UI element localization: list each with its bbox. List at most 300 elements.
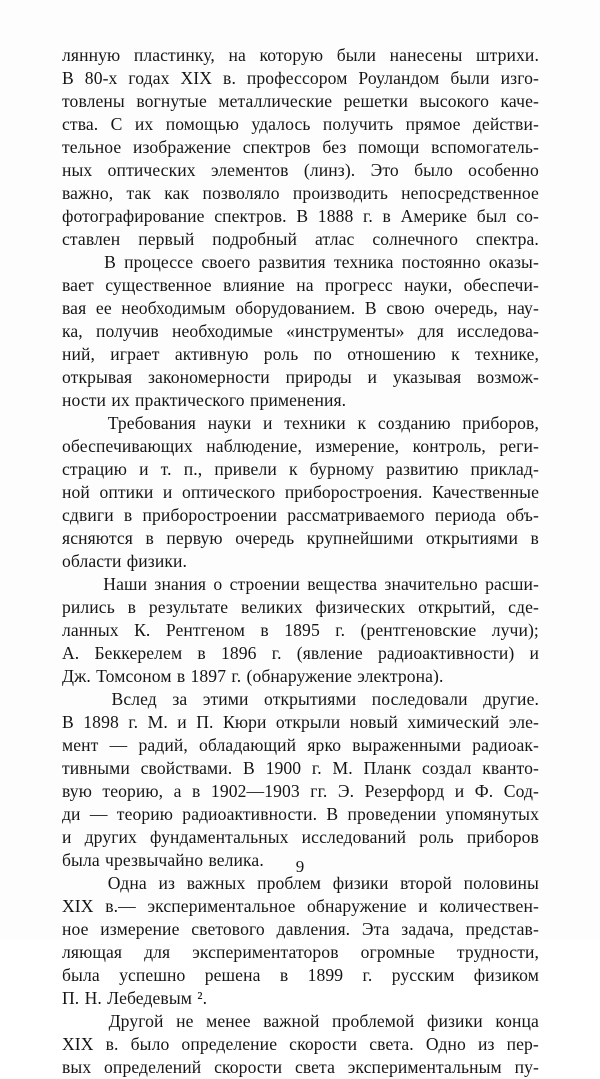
word: Качественные <box>432 482 539 502</box>
word: нанесены <box>389 45 463 65</box>
word: открывая <box>62 367 133 387</box>
word: экспериментальное <box>147 896 296 916</box>
word: проблемой <box>332 1011 415 1031</box>
word: определений <box>104 1057 202 1077</box>
word: открыли <box>275 712 341 732</box>
word: (обнаружение <box>246 666 353 686</box>
word: задача, <box>401 919 454 939</box>
word: химический <box>407 712 500 732</box>
word: не <box>176 1011 194 1031</box>
paragraph-indent <box>62 251 96 274</box>
word: В <box>326 804 339 824</box>
text-line <box>62 136 539 159</box>
word: обладающий <box>199 735 297 755</box>
word: вых <box>62 1057 92 1077</box>
word: в.— <box>105 896 136 916</box>
word: важно, <box>62 183 114 203</box>
word: их <box>134 114 154 134</box>
paragraph <box>62 412 539 573</box>
word: В <box>104 252 116 272</box>
word: необходимые <box>172 321 273 341</box>
word: а <box>173 781 182 801</box>
word: пу- <box>514 1057 539 1077</box>
word: действи- <box>472 114 539 134</box>
text-line <box>62 1010 539 1033</box>
word: Н. <box>84 988 102 1008</box>
word: позволяло <box>202 183 280 203</box>
word: радиоактивности) <box>377 643 515 663</box>
word: бурному <box>309 459 375 479</box>
word: последовали <box>371 689 468 709</box>
word: в <box>145 528 154 548</box>
word: теорию <box>116 804 174 824</box>
word: тельное <box>62 137 122 157</box>
paragraph-indent <box>62 688 96 711</box>
text-line <box>62 688 539 711</box>
word: в <box>260 620 269 640</box>
word: выраженными <box>352 735 462 755</box>
text-line <box>62 435 539 458</box>
word: менее <box>206 1011 251 1031</box>
word: была <box>62 850 100 870</box>
text-line <box>62 964 539 987</box>
word: первый <box>138 229 195 249</box>
word: в <box>192 781 201 801</box>
word: и <box>529 643 539 663</box>
text-line <box>62 343 539 366</box>
word: новый <box>349 712 398 732</box>
word: был <box>476 206 507 226</box>
text-line <box>62 918 539 941</box>
word: открытий, <box>418 597 496 617</box>
word: г. <box>335 620 346 640</box>
text-line <box>62 320 539 343</box>
word: к <box>288 459 298 479</box>
word: мент <box>62 735 99 755</box>
word: было <box>130 1034 170 1054</box>
word: наблюдение, <box>206 436 302 456</box>
word: указывая <box>392 367 462 387</box>
word: помощи <box>358 137 420 157</box>
word: помощью <box>165 114 239 134</box>
word: в <box>127 597 137 617</box>
word: солнечного <box>372 229 458 249</box>
word: высокого <box>419 91 490 111</box>
word: была <box>62 965 100 985</box>
word: оптического <box>181 482 276 502</box>
word: ка, <box>62 321 83 341</box>
word: кванто- <box>482 758 539 778</box>
word: за <box>172 689 188 709</box>
word: Лебедевым <box>107 988 192 1008</box>
text-line <box>62 412 539 435</box>
word: других <box>84 827 137 847</box>
word: первую <box>166 528 223 548</box>
paragraph-indent <box>62 573 96 596</box>
word: света. <box>369 1034 414 1054</box>
word: ясняются <box>62 528 133 548</box>
word: (рентгеновские <box>360 620 477 640</box>
text-line <box>62 366 539 389</box>
paragraph <box>62 872 539 1010</box>
word: экспериментаторов <box>192 942 339 962</box>
word: важных <box>186 873 246 893</box>
word: спектров <box>242 137 311 157</box>
word: на <box>296 275 314 295</box>
word: Рентгеном <box>165 620 245 640</box>
word: применения. <box>249 390 347 410</box>
word: В <box>296 206 309 226</box>
word: 1897 <box>190 666 227 686</box>
paragraph <box>62 573 539 688</box>
word: из <box>158 873 176 893</box>
word: и <box>139 459 149 479</box>
text-line <box>62 550 539 573</box>
word: приборостроения. <box>284 482 423 502</box>
word: Планк <box>363 758 412 778</box>
word: контроль, <box>412 436 486 456</box>
word: в <box>176 666 186 686</box>
word: необходимым <box>121 298 226 318</box>
word: этими <box>202 689 249 709</box>
text-line <box>62 711 539 734</box>
word: г. <box>363 206 373 226</box>
word: радиоак- <box>472 735 539 755</box>
word: науки <box>207 413 252 433</box>
word: «инструменты» <box>286 321 405 341</box>
word: ланных <box>62 620 119 640</box>
word: их <box>111 390 130 410</box>
word: непосредственное <box>401 183 539 203</box>
word: Вслед <box>111 689 157 709</box>
word: Это <box>370 160 399 180</box>
word: строении <box>229 574 300 594</box>
text-line <box>62 757 539 780</box>
word: объ- <box>506 505 539 525</box>
word: в <box>382 206 391 226</box>
word: XIX <box>62 1034 94 1054</box>
word: количествен- <box>439 896 539 916</box>
word: г. <box>311 758 322 778</box>
word: постоянно <box>401 252 481 272</box>
word: П. <box>196 712 214 732</box>
word: сде- <box>508 597 539 617</box>
word: физики. <box>126 551 188 571</box>
word: области <box>62 551 122 571</box>
text-line <box>62 90 539 113</box>
word: спектра. <box>475 229 539 249</box>
text-line <box>62 44 539 67</box>
word: процессе <box>124 252 194 272</box>
word: металлические <box>218 91 333 111</box>
word: ное <box>62 919 89 939</box>
word: своего <box>201 252 251 272</box>
word: годах <box>128 68 170 88</box>
text-line <box>62 113 539 136</box>
word: Другой <box>108 1011 164 1031</box>
word: как <box>164 183 190 203</box>
word: 1900 <box>265 758 302 778</box>
word: пластинку, <box>133 45 215 65</box>
word: особенно <box>468 160 539 180</box>
word: ярко <box>307 735 342 755</box>
word: измерение, <box>315 436 400 456</box>
word: г. <box>362 965 373 985</box>
word: ее <box>95 298 112 318</box>
word: А. <box>62 643 80 663</box>
word: п., <box>183 459 203 479</box>
word: радиоактивности. <box>182 804 318 824</box>
word: великих <box>240 597 303 617</box>
word: было <box>414 160 453 180</box>
word: очередь <box>235 528 295 548</box>
word: трудности, <box>456 942 539 962</box>
text-line <box>62 205 539 228</box>
word: периода <box>434 505 497 525</box>
word: приборов, <box>462 413 539 433</box>
word: результате <box>148 597 229 617</box>
word: приклад- <box>470 459 539 479</box>
word: в <box>530 528 539 548</box>
word: техника <box>333 252 394 272</box>
word: 1902—1903 <box>210 781 300 801</box>
word: страцию <box>62 459 127 479</box>
word: Беккерелем <box>94 643 183 663</box>
word: тивными <box>62 758 130 778</box>
word: исследований <box>301 827 407 847</box>
word: и <box>367 367 378 387</box>
word: решетки <box>343 91 408 111</box>
word: Роуландом <box>358 68 440 88</box>
word: В <box>364 298 377 318</box>
word: скорости <box>289 1034 358 1054</box>
word: подробный <box>212 229 298 249</box>
word: электрона). <box>357 666 444 686</box>
word: П. <box>62 988 80 1008</box>
word: Одно <box>425 1034 466 1054</box>
word: и <box>418 896 428 916</box>
word: нау- <box>507 298 539 318</box>
word: ной <box>62 482 90 502</box>
word: К. <box>134 620 151 640</box>
word: к <box>451 344 460 364</box>
word: прогресс <box>325 275 393 295</box>
word: представ- <box>465 919 539 939</box>
word: играет <box>110 344 160 364</box>
text-line <box>62 67 539 90</box>
word: производить <box>292 183 388 203</box>
word: крупнейшими <box>306 528 414 548</box>
word: г. <box>128 712 139 732</box>
word: пер- <box>506 1034 539 1054</box>
word: (линз). <box>303 160 356 180</box>
word: возмож- <box>477 367 539 387</box>
text-line <box>62 274 539 297</box>
word: давления. <box>276 919 351 939</box>
word: определение <box>181 1034 278 1054</box>
word: гг. <box>310 781 328 801</box>
word: на <box>228 45 246 65</box>
word: ставлен <box>62 229 121 249</box>
word: исследова- <box>457 321 539 341</box>
word: В <box>62 712 74 732</box>
word: закономерности <box>147 367 270 387</box>
word: скорости <box>214 1057 283 1077</box>
text-line <box>62 458 539 481</box>
word: так <box>126 183 152 203</box>
word: вспомогатель- <box>431 137 539 157</box>
word: XIX <box>180 68 213 88</box>
word: Наши <box>103 574 148 594</box>
word: в. <box>105 1034 119 1054</box>
word: свою <box>386 298 425 318</box>
word: ных <box>62 160 93 180</box>
word: 1899 <box>307 965 344 985</box>
word: и <box>454 781 465 801</box>
word: и <box>162 482 173 502</box>
word: очередь, <box>434 298 498 318</box>
word: огромные <box>360 942 435 962</box>
text-line <box>62 780 539 803</box>
text-line <box>62 826 539 849</box>
word: фундаментальных <box>150 827 289 847</box>
word: светового <box>191 919 265 939</box>
word: Дж. <box>62 666 91 686</box>
word: М. <box>147 712 168 732</box>
word: Резерфорд <box>364 781 445 801</box>
word: приборостроении <box>142 505 277 525</box>
paragraph <box>62 44 539 251</box>
text-line <box>62 987 539 1010</box>
word: в <box>197 643 206 663</box>
word: к <box>357 413 367 433</box>
word: Томсоном <box>96 666 172 686</box>
paragraph-indent <box>62 1010 96 1033</box>
word: рились <box>62 597 115 617</box>
text-line <box>62 481 539 504</box>
word: развития <box>258 252 326 272</box>
word: вую <box>62 781 92 801</box>
word: которую <box>259 45 324 65</box>
word: для <box>144 942 171 962</box>
text-line <box>62 159 539 182</box>
word: в <box>279 965 289 985</box>
word: свойствами. <box>140 758 233 778</box>
word: открытиями <box>425 528 519 548</box>
word: роль <box>263 344 299 364</box>
word: вая <box>62 298 87 318</box>
word: изго- <box>500 68 539 88</box>
text-line <box>62 504 539 527</box>
word: вает <box>62 275 94 295</box>
word: ². <box>197 988 208 1008</box>
word: атлас <box>314 229 355 249</box>
word: изображение <box>132 137 232 157</box>
word: активную <box>174 344 249 364</box>
word: Сод- <box>503 781 539 801</box>
word: лучи); <box>491 620 539 640</box>
text-line <box>62 251 539 274</box>
word: в. <box>223 68 236 88</box>
word: развитию <box>386 459 459 479</box>
word: влияние <box>223 275 285 295</box>
word: Ф. <box>474 781 494 801</box>
word: Одна <box>107 873 147 893</box>
word: 1896 <box>220 643 257 663</box>
word: значительно <box>384 574 478 594</box>
word: реги- <box>499 436 539 456</box>
word: 80-х <box>84 68 118 88</box>
word: и <box>177 712 187 732</box>
word: со- <box>516 206 539 226</box>
word: г. <box>231 666 242 686</box>
word: и <box>62 827 72 847</box>
word: оптических <box>107 160 196 180</box>
word: каче- <box>500 91 539 111</box>
word: обеспечи- <box>463 275 539 295</box>
word: физических <box>315 597 406 617</box>
text-line <box>62 1056 539 1079</box>
word: эле- <box>508 712 539 732</box>
word: лянную <box>62 45 121 65</box>
word: проведении <box>347 804 437 824</box>
text-line <box>62 228 539 251</box>
text-line <box>62 895 539 918</box>
word: — <box>109 735 128 755</box>
word: ства. <box>62 114 99 134</box>
word: ний, <box>62 344 96 364</box>
text-line <box>62 803 539 826</box>
text-line <box>62 182 539 205</box>
word: без <box>322 137 347 157</box>
word: упомянутых <box>445 804 539 824</box>
word: чрезвычайно <box>105 850 204 870</box>
word: и <box>263 413 273 433</box>
word: элементов <box>210 160 289 180</box>
word: созданию <box>377 413 451 433</box>
word: проблем <box>257 873 322 893</box>
word: практического <box>135 390 245 410</box>
body-text-block <box>62 44 539 1079</box>
word: решена <box>204 965 261 985</box>
word: техники <box>284 413 346 433</box>
word: экспериментальным <box>347 1057 502 1077</box>
word: успешно <box>119 965 186 985</box>
text-line <box>62 297 539 320</box>
word: Эта <box>361 919 390 939</box>
word: XIX <box>62 896 94 916</box>
word: русским <box>391 965 455 985</box>
word: оптики <box>99 482 154 502</box>
word: открытиями <box>264 689 357 709</box>
word: роль <box>419 827 454 847</box>
word: сдвиги <box>62 505 114 525</box>
word: товлены <box>62 91 125 111</box>
text-line <box>62 527 539 550</box>
word: в <box>123 505 133 525</box>
word: создал <box>421 758 472 778</box>
word: В <box>62 68 74 88</box>
word: измерение <box>100 919 180 939</box>
word: 1888 <box>317 206 354 226</box>
word: получить <box>322 114 394 134</box>
word: половины <box>463 873 539 893</box>
text-line <box>62 642 539 665</box>
word: вогнутые <box>136 91 207 111</box>
text-line <box>62 734 539 757</box>
word: отношению <box>347 344 436 364</box>
text-line <box>62 941 539 964</box>
